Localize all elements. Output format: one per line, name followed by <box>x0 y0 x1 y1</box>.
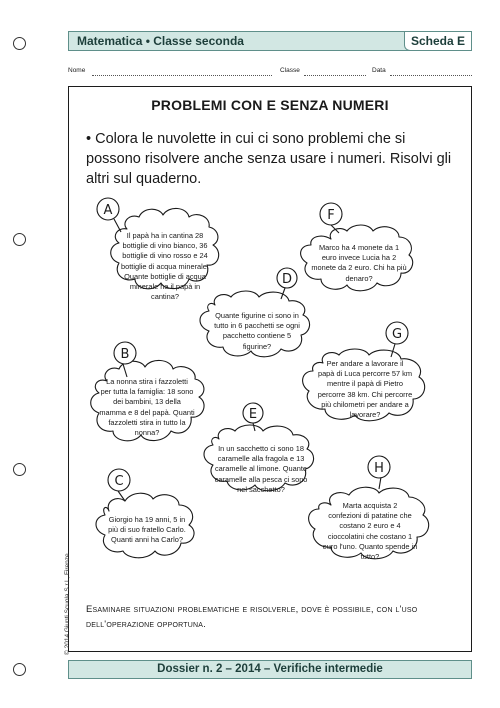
date-label: Data <box>372 67 386 74</box>
problem-g-text: Per andare a lavorare il papà di Luca percorre 57 km mentre il papà di Pietro percorre 38 km. Chi percorre più chilometri per andare a lavorare? <box>317 359 413 420</box>
header-bar <box>68 31 472 51</box>
name-line[interactable] <box>92 75 272 76</box>
binder-hole <box>13 663 26 676</box>
problem-c-text: Giorgio ha 19 anni, 5 in più di suo fratello Carlo. Quanti anni ha Carlo? <box>108 515 186 545</box>
instruction-text: • Colora le nuvolette in cui ci sono problemi che si possono risolvere anche senza usare i numeri. Risolvi gli altri sul quaderno. <box>86 131 452 187</box>
student-fields <box>68 67 472 79</box>
worksheet-frame <box>68 86 472 652</box>
name-label: Nome <box>68 67 86 74</box>
date-line[interactable] <box>390 75 472 76</box>
sheet-label: Scheda E <box>404 31 472 51</box>
binder-hole <box>13 37 26 50</box>
class-line[interactable] <box>304 75 366 76</box>
cloud-letter-h: H <box>374 461 384 476</box>
binder-hole <box>13 233 26 246</box>
problem-d-text: Quante figurine ci sono in tutto in 6 pacchetti se ogni pacchetto contiene 5 figurine? <box>214 311 300 351</box>
cloud-letter-a: A <box>103 203 113 218</box>
cloud-letter-c: C <box>114 474 124 489</box>
cloud-letter-f: F <box>327 208 335 223</box>
problem-e-text: In un sacchetto ci sono 18 caramelle alla fragola e 13 caramelle al limone. Quante caramelle alla pesca ci sono nel sacchetto? <box>214 444 308 494</box>
cloud-letter-g: G <box>391 327 403 342</box>
problem-h-text: Marta acquista 2 confezioni di patatine che costano 2 euro e 4 cioccolatini che costano 1 euro l'uno. Quanto spende in tutto? <box>322 501 418 562</box>
problem-f-text: Marco ha 4 monete da 1 euro invece Lucia ha 2 monete da 2 euro. Chi ha più denaro? <box>311 243 407 283</box>
worksheet-title: PROBLEMI CON E SENZA NUMERI <box>151 97 389 113</box>
learning-objective: Esaminare situazioni problematiche e risolverle, dove è possibile, con l'uso dell'operazione opportuna. <box>86 604 418 630</box>
binder-hole <box>13 463 26 476</box>
class-label: Classe <box>280 67 300 74</box>
copyright-notice: © 2014 Giunti Scuola S.r.l., Firenze <box>64 553 71 655</box>
cloud-letter-b: B <box>120 347 130 362</box>
footer-bar: Dossier n. 2 – 2014 – Verifiche intermedie <box>68 660 472 679</box>
cloud-letter-d: D <box>281 272 293 287</box>
subject-label: Matematica • Classe seconda <box>77 34 244 48</box>
problem-a-text: Il papà ha in cantina 28 bottiglie di vino bianco, 36 bottiglie di vino rosso e 24 bottiglie di acqua minerale. Quante bottiglie di acqua minerale ha il papà in cantina? <box>121 231 209 302</box>
problem-b-text: La nonna stira i fazzoletti per tutta la famiglia: 18 sono dei bambini, 13 della mamma e 8 del papà. Quanti fazzoletti stira in tutto la nonna? <box>99 377 195 438</box>
cloud-letter-e: E <box>248 407 258 422</box>
